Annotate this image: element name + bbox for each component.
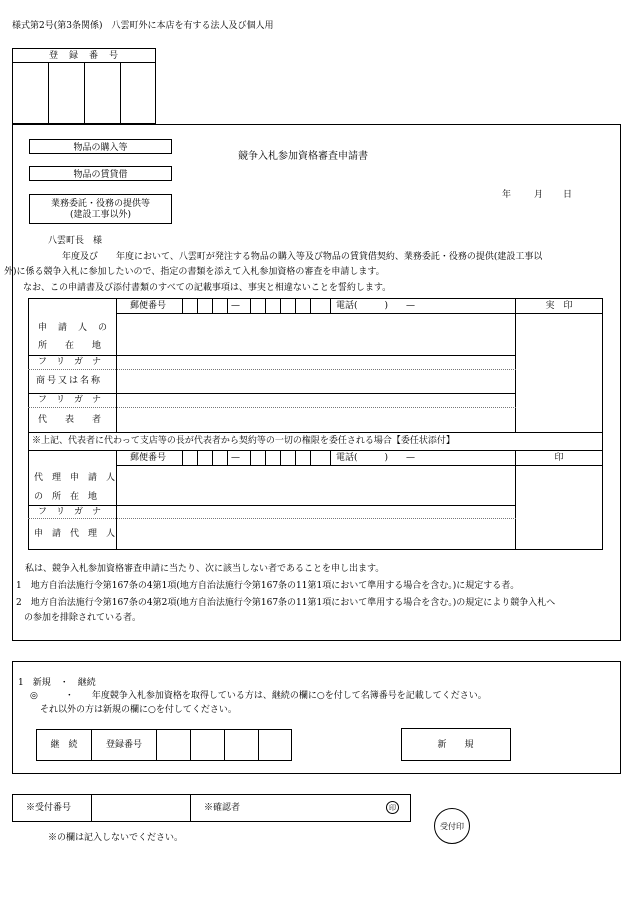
regno-label: 登録番号: [105, 740, 142, 750]
declaration-intro: 私は、競争入札参加資格審査申請に当たり、次に該当しない者であることを申し出ます。: [25, 564, 385, 574]
check-service-line2: (建設工事以外): [69, 210, 132, 220]
applicant-seal-label: 実 印: [545, 301, 573, 311]
applicant-address-label1: 申 請 人 の: [38, 323, 109, 333]
receipt-number-label: ※受付番号: [26, 803, 72, 813]
company-name-label: 商号又は名称: [36, 376, 103, 386]
registration-title: 登 録 番 号: [48, 51, 119, 61]
form-label: 様式第2号(第3条関係) 八雲町外に本店を有する法人及び個人用: [12, 21, 274, 31]
declaration-item2: 2 地方自治法施行令第167条の4第2項(地方自治法施行令第167条の11第1項において準用する場合を含む。)の規定により競争入札へ: [16, 598, 556, 608]
office-note: ※の欄は記入しないでください。: [48, 833, 184, 843]
proxy-furigana-label: フ リ ガ ナ: [38, 507, 102, 517]
representative-label: 代 表 者: [38, 415, 102, 425]
proxy-seal-label: 印: [554, 453, 564, 463]
check-service[interactable]: [29, 194, 172, 224]
continue-label[interactable]: 継 続: [50, 740, 78, 750]
registration-box: [12, 48, 156, 124]
proxy-tel: 電話( ) —: [336, 453, 416, 463]
renewal-line1: 1 新規 ・ 継続: [18, 678, 96, 688]
proxy-postal-dash: —: [231, 453, 240, 463]
body-line2: 外)に係る競争入札に参加したいので、指定の書類を添えて入札参加資格の審査を申請します。: [4, 267, 385, 277]
check-lease[interactable]: 物品の賃貸借: [29, 166, 172, 181]
proxy-postal-label: 郵便番号: [130, 453, 167, 463]
applicant-postal-label: 郵便番号: [130, 301, 167, 311]
applicant-postal-dash: —: [231, 301, 240, 311]
addressee: 八雲町長 様: [48, 236, 103, 246]
furigana-label-2: フ リ ガ ナ: [38, 395, 102, 405]
applicant-table: [28, 298, 603, 550]
renewal-line2: ◎ ・ 年度競争入札参加資格を取得している方は、継続の欄に○を付して名簿番号を記載してください。: [30, 691, 487, 701]
check-service-line1: 業務委託・役務の提供等: [50, 199, 150, 209]
checker-label: ※確認者: [204, 803, 241, 813]
applicant-tel: 電話( ) —: [336, 301, 416, 311]
check-purchase[interactable]: 物品の購入等: [29, 139, 172, 154]
proxy-note: ※上記、代表者に代わって支店等の長が代表者から契約等の一切の権限を委任される場合【委任状添付】: [32, 436, 455, 446]
date-month: 月: [534, 190, 544, 200]
proxy-name-label: 申 請 代 理 人: [34, 529, 116, 539]
body-line3: なお、この申請書及び添付書類のすべての記載事項は、事実と相違ないことを誓約します。: [14, 283, 392, 293]
declaration-item1: 1 地方自治法施行令第167条の4第1項(地方自治法施行令第167条の11第1項において準用する場合を含む。)に規定する者。: [16, 581, 520, 591]
body-line1: 年度及び 年度において、八雲町が発注する物品の購入等及び物品の賃貸借契約、業務委託・役務の提供(建設工事以: [44, 252, 543, 262]
proxy-address-label2: の 所 在 地: [34, 492, 98, 502]
proxy-address-label1: 代 理 申 請 人: [34, 473, 116, 483]
date-day: 日: [563, 190, 573, 200]
receipt-stamp-label: 受付印: [440, 821, 464, 831]
new-box[interactable]: [401, 728, 511, 761]
document-title: 競争入札参加資格審査申請書: [238, 151, 368, 162]
date-year: 年: [502, 190, 512, 200]
seal-circle-icon: [386, 801, 399, 814]
receipt-stamp-circle: [434, 808, 470, 844]
furigana-label-1: フ リ ガ ナ: [38, 357, 102, 367]
renewal-line3: それ以外の方は新規の欄に○を付してください。: [40, 705, 237, 715]
declaration-item2-cont: の参加を排除されている者。: [24, 613, 142, 623]
applicant-address-label2: 所 在 地: [38, 341, 102, 351]
new-label: 新 規: [437, 740, 474, 750]
seal-circle-label: 印: [389, 803, 396, 812]
